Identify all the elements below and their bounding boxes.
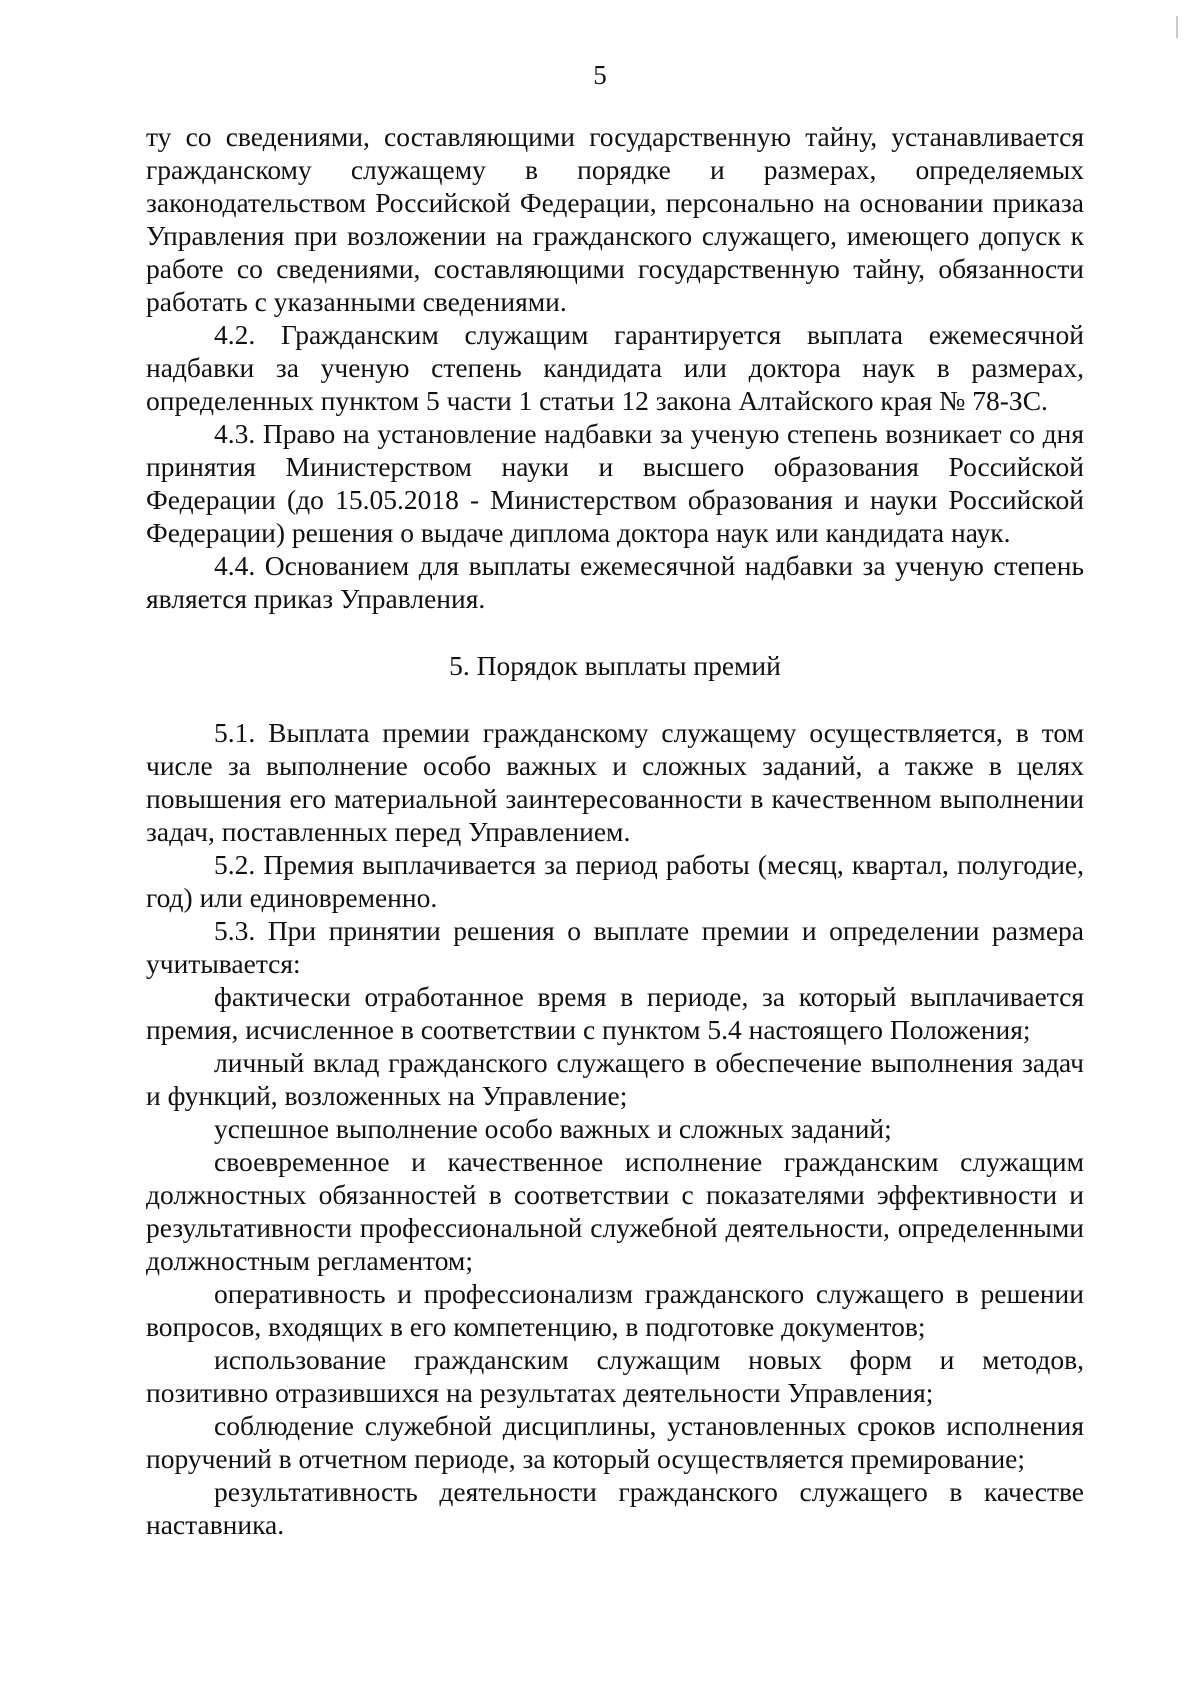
- paragraph-4-2: 4.2. Гражданским служащим гарантируется выплата ежемесячной надбавки за ученую степень кандидата или доктора наук в размерах, определенных пунктом 5 части 1 статьи 12 закона Алтайского края № 78-ЗС.: [146, 319, 1084, 416]
- paragraph-5-1: 5.1. Выплата премии гражданскому служащему осуществляется, в том числе за выполнение особо важных и сложных заданий, а также в целях повышения его материальной заинтересованности в качественном выполнении задач, поставленных перед Управлением.: [146, 717, 1084, 847]
- paragraph-4-4: 4.4. Основанием для выплаты ежемесячной надбавки за ученую степень является приказ Управления.: [146, 550, 1084, 614]
- scan-artifact: [1176, 16, 1178, 38]
- document-body: [146, 120, 1084, 1541]
- paragraph-continuation: ту со сведениями, составляющими государственную тайну, устанавливается гражданскому служащему в порядке и размерах, определяемых законодательством Российской Федерации, персонально на основании приказа Управления при возложении на гражданского служащего, имеющего допуск к работе со сведениями, составляющими государственную тайну, обязанности работать с указанными сведениями.: [146, 121, 1084, 317]
- list-item: оперативность и профессионализм гражданского служащего в решении вопросов, входящих в его компетенцию, в подготовке документов;: [146, 1278, 1084, 1342]
- list-item: использование гражданским служащим новых форм и методов, позитивно отразившихся на результатах деятельности Управления;: [146, 1344, 1084, 1408]
- list-item: успешное выполнение особо важных и сложных заданий;: [214, 1113, 892, 1144]
- list-item: фактически отработанное время в периоде, за который выплачивается премия, исчисленное в соответствии с пунктом 5.4 настоящего Положения;: [146, 981, 1084, 1045]
- page-number: 5: [593, 60, 607, 90]
- paragraph-4-3: 4.3. Право на установление надбавки за ученую степень возникает со дня принятия Министерством науки и высшего образования Российской Федерации (до 15.05.2018 - Министерством образования и науки Российской Федерации) решения о выдаче диплома доктора наук или кандидата наук.: [146, 418, 1084, 548]
- list-item: результативность деятельности гражданского служащего в качестве наставника.: [146, 1476, 1084, 1540]
- list-item: соблюдение служебной дисциплины, установленных сроков исполнения поручений в отчетном периоде, за который осуществляется премирование;: [146, 1410, 1084, 1474]
- paragraph-5-3: 5.3. При принятии решения о выплате премии и определении размера учитывается:: [146, 915, 1084, 979]
- paragraph-5-2: 5.2. Премия выплачивается за период работы (месяц, квартал, полугодие, год) или единовременно.: [146, 849, 1084, 913]
- list-item: своевременное и качественное исполнение гражданским служащим должностных обязанностей в соответствии с показателями эффективности и результативности профессиональной служебной деятельности, определенными должностным регламентом;: [146, 1146, 1084, 1276]
- list-item: личный вклад гражданского служащего в обеспечение выполнения задач и функций, возложенных на Управление;: [146, 1047, 1084, 1111]
- section-heading: 5. Порядок выплаты премий: [449, 650, 781, 681]
